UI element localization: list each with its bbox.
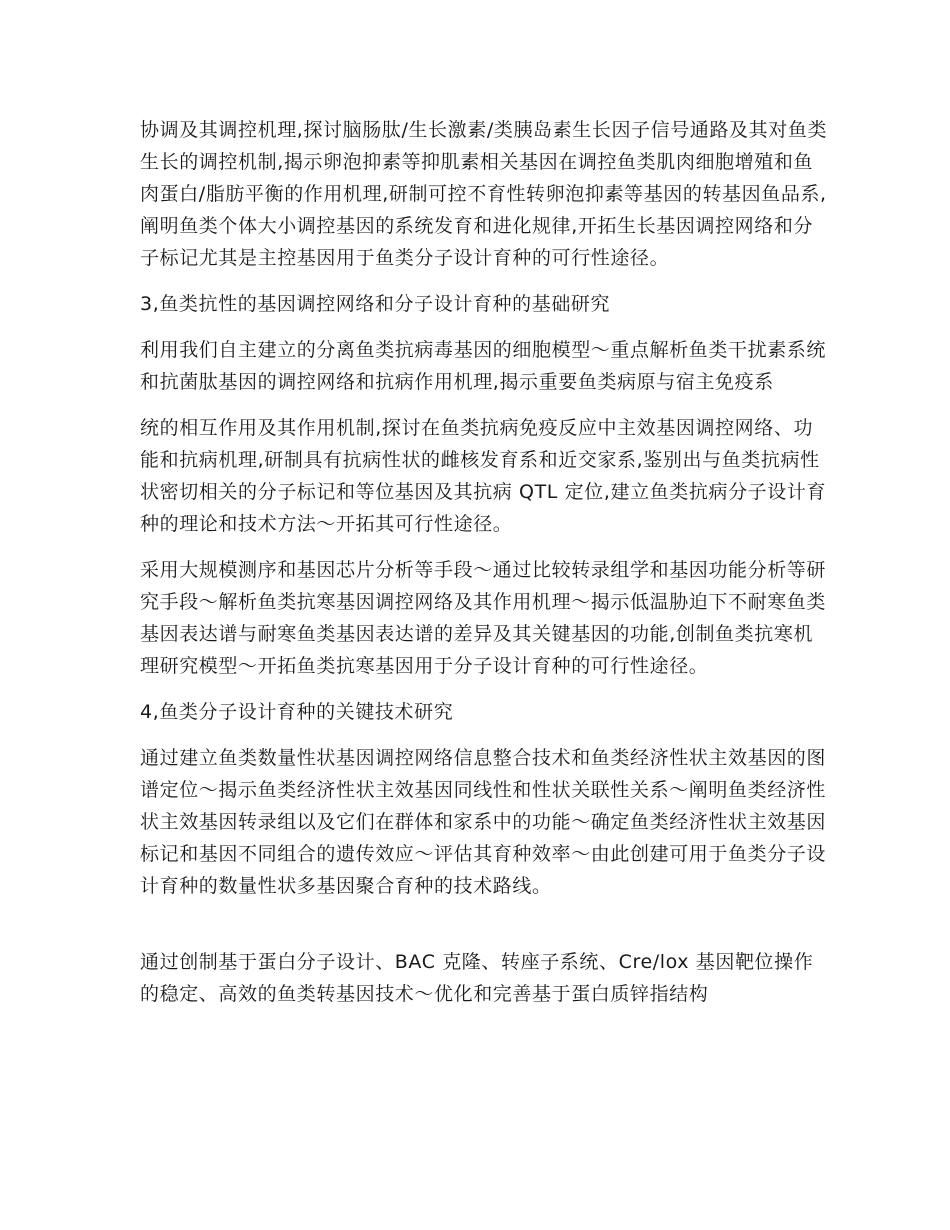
paragraph-growth-regulation: 协调及其调控机理,探讨脑肠肽/生长激素/类胰岛素生长因子信号通路及其对鱼类生长的调控机制,揭示卵泡抑素等抑肌素相关基因在调控鱼类肌肉细胞增殖和鱼肉蛋白/脂肪平衡的作用机理,研制可控不育性转卵泡抑素等基因的转基因鱼品系,阐明鱼类个体大小调控基因的系统发育和进化规律,开拓生长基因调控网络和分子标记尤其是主控基因用于鱼类分子设计育种的可行性途径。 bbox=[140, 119, 828, 269]
paragraph-disease-resistance: 统的相互作用及其作用机制,探讨在鱼类抗病免疫反应中主效基因调控网络、功能和抗病机理,研制具有抗病性状的雌核发育系和近交家系,鉴别出与鱼类抗病性状密切相关的分子标记和等位基因及其抗病 QTL 定位,建立鱼类抗病分子设计育种的理论和技术方法～开拓其可行性途径。 bbox=[140, 417, 827, 535]
paragraph-transgenic-technology: 通过创制基于蛋白分子设计、BAC 克隆、转座子系统、Cre/lox 基因靶位操作的稳定、高效的鱼类转基因技术～优化和完善基于蛋白质锌指结构 bbox=[140, 951, 814, 1005]
section-heading-4: 4,鱼类分子设计育种的关键技术研究 bbox=[140, 701, 454, 723]
paragraph-antiviral-model: 利用我们自主建立的分离鱼类抗病毒基因的细胞模型～重点解析鱼类干扰素系统和抗菌肽基因的调控网络和抗病作用机理,揭示重要鱼类病原与宿主免疫系 bbox=[140, 339, 827, 393]
document-body bbox=[140, 114, 830, 1024]
paragraph-cold-resistance: 采用大规模测序和基因芯片分析等手段～通过比较转录组学和基因功能分析等研究手段～解析鱼类抗寒基因调控网络及其作用机理～揭示低温胁迫下不耐寒鱼类基因表达谱与耐寒鱼类基因表达谱的差异及其关键基因的功能,创制鱼类抗寒机理研究模型～开拓鱼类抗寒基因用于分子设计育种的可行性途径。 bbox=[140, 559, 827, 677]
paragraph-quantitative-traits: 通过建立鱼类数量性状基因调控网络信息整合技术和鱼类经济性状主效基因的图谱定位～揭示鱼类经济性状主效基因同线性和性状关联性关系～阐明鱼类经济性状主效基因转录组以及它们在群体和家系中的功能～确定鱼类经济性状主效基因标记和基因不同组合的遗传效应～评估其育种效率～由此创建可用于鱼类分子设计育种的数量性状多基因聚合育种的技术路线。 bbox=[140, 747, 827, 897]
section-heading-3: 3,鱼类抗性的基因调控网络和分子设计育种的基础研究 bbox=[140, 293, 611, 315]
